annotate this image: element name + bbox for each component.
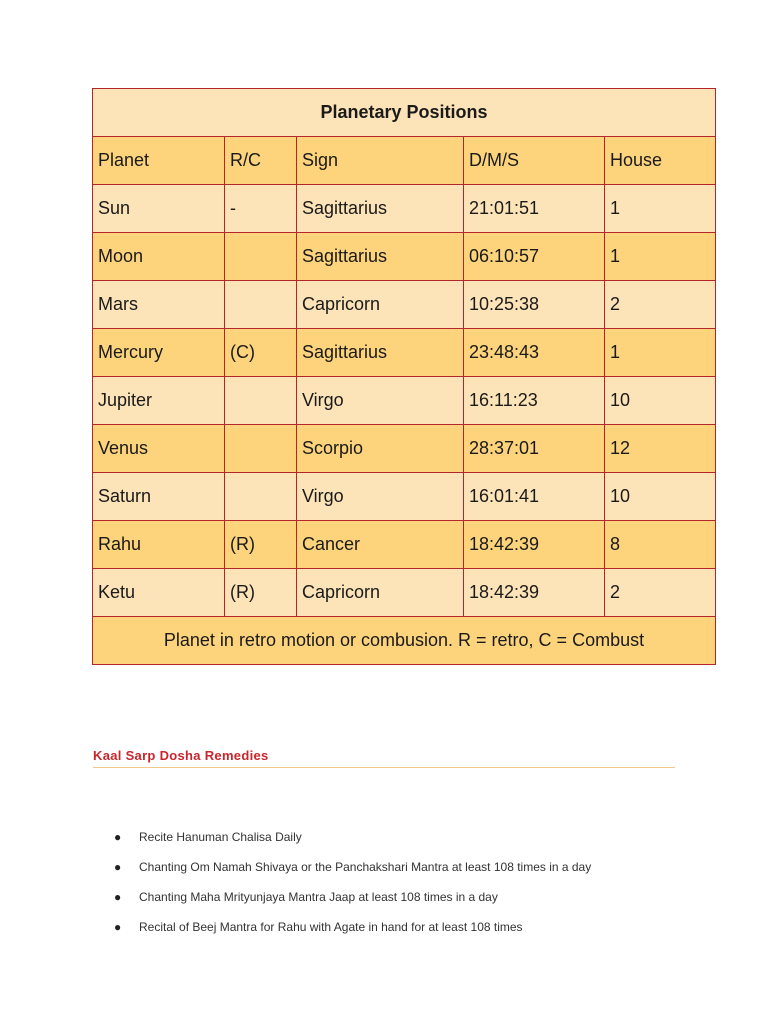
table-row <box>93 281 716 329</box>
list-item-text: Recital of Beej Mantra for Rahu with Agate in hand for at least 108 times <box>139 920 523 934</box>
table-row <box>93 425 716 473</box>
table-row <box>93 233 716 281</box>
cell-house: 12 <box>605 425 716 473</box>
cell-sign: Capricorn <box>297 569 464 617</box>
cell-house: 10 <box>605 377 716 425</box>
cell-planet: Venus <box>93 425 225 473</box>
cell-sign: Sagittarius <box>297 233 464 281</box>
table-row <box>93 329 716 377</box>
header-house: House <box>605 137 716 185</box>
header-dms: D/M/S <box>464 137 605 185</box>
list-item <box>114 888 591 918</box>
cell-rc <box>225 377 297 425</box>
list-item <box>114 828 591 858</box>
table-header-row <box>93 137 716 185</box>
cell-dms: 18:42:39 <box>464 569 605 617</box>
table-row <box>93 185 716 233</box>
cell-dms: 16:11:23 <box>464 377 605 425</box>
table-row <box>93 377 716 425</box>
cell-dms: 10:25:38 <box>464 281 605 329</box>
table-row <box>93 569 716 617</box>
cell-sign: Capricorn <box>297 281 464 329</box>
cell-rc <box>225 473 297 521</box>
cell-sign: Sagittarius <box>297 329 464 377</box>
table-title-row <box>93 89 716 137</box>
cell-house: 1 <box>605 329 716 377</box>
cell-rc: (R) <box>225 521 297 569</box>
list-item-text: Recite Hanuman Chalisa Daily <box>139 830 302 844</box>
list-item <box>114 858 591 888</box>
list-item-text: Chanting Om Namah Shivaya or the Panchakshari Mantra at least 108 times in a day <box>139 860 592 874</box>
header-rc: R/C <box>225 137 297 185</box>
cell-planet: Jupiter <box>93 377 225 425</box>
cell-planet: Moon <box>93 233 225 281</box>
cell-planet: Mars <box>93 281 225 329</box>
cell-house: 1 <box>605 185 716 233</box>
cell-rc <box>225 233 297 281</box>
bullet-icon: ● <box>114 920 122 934</box>
list-item-text: Chanting Maha Mrityunjaya Mantra Jaap at least 108 times in a day <box>139 890 498 904</box>
cell-sign: Cancer <box>297 521 464 569</box>
remedies-list <box>114 828 591 948</box>
cell-rc <box>225 425 297 473</box>
cell-rc: (C) <box>225 329 297 377</box>
cell-sign: Virgo <box>297 473 464 521</box>
cell-planet: Sun <box>93 185 225 233</box>
cell-dms: 28:37:01 <box>464 425 605 473</box>
cell-dms: 16:01:41 <box>464 473 605 521</box>
cell-dms: 21:01:51 <box>464 185 605 233</box>
table-row <box>93 473 716 521</box>
cell-rc <box>225 281 297 329</box>
list-item <box>114 918 591 948</box>
planetary-positions-table <box>92 88 716 665</box>
table-row <box>93 521 716 569</box>
cell-rc: - <box>225 185 297 233</box>
cell-house: 2 <box>605 569 716 617</box>
header-sign: Sign <box>297 137 464 185</box>
cell-rc: (R) <box>225 569 297 617</box>
bullet-icon: ● <box>114 860 122 874</box>
cell-house: 10 <box>605 473 716 521</box>
table-title: Planetary Positions <box>93 89 716 137</box>
table-footnote: Planet in retro motion or combusion. R = retro, C = Combust <box>93 617 716 665</box>
cell-planet: Mercury <box>93 329 225 377</box>
cell-dms: 06:10:57 <box>464 233 605 281</box>
cell-house: 1 <box>605 233 716 281</box>
cell-planet: Rahu <box>93 521 225 569</box>
remedies-heading: Kaal Sarp Dosha Remedies <box>93 748 675 768</box>
cell-house: 8 <box>605 521 716 569</box>
bullet-icon: ● <box>114 890 122 904</box>
bullet-icon: ● <box>114 830 122 844</box>
cell-dms: 23:48:43 <box>464 329 605 377</box>
cell-sign: Sagittarius <box>297 185 464 233</box>
cell-house: 2 <box>605 281 716 329</box>
header-planet: Planet <box>93 137 225 185</box>
cell-sign: Virgo <box>297 377 464 425</box>
cell-sign: Scorpio <box>297 425 464 473</box>
table-footnote-row <box>93 617 716 665</box>
cell-planet: Ketu <box>93 569 225 617</box>
cell-dms: 18:42:39 <box>464 521 605 569</box>
table-body <box>93 89 716 665</box>
cell-planet: Saturn <box>93 473 225 521</box>
